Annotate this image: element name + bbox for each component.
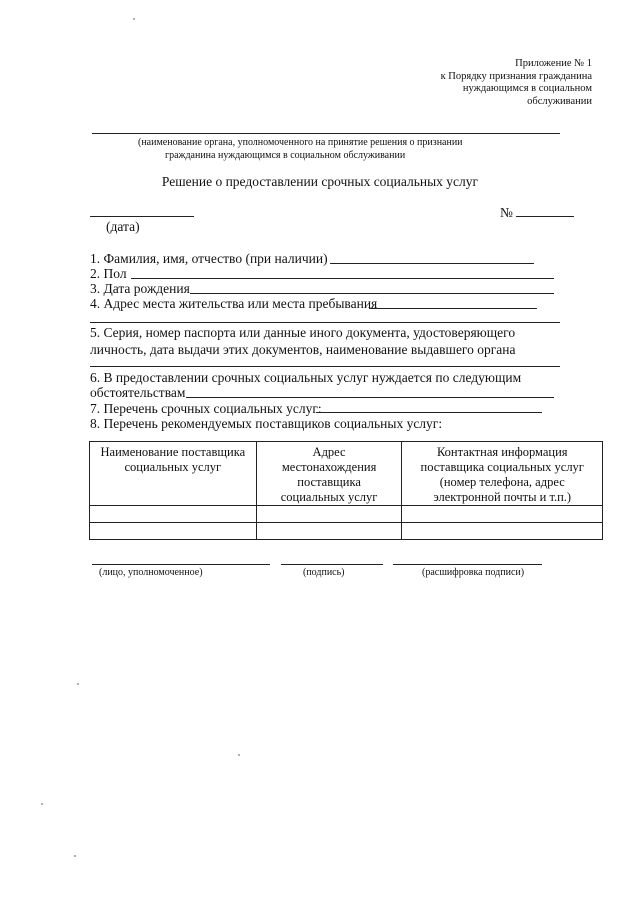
table-header-row	[90, 442, 603, 506]
signature-decryption-field[interactable]	[393, 564, 542, 565]
signature-caption: (подпись)	[303, 567, 345, 578]
organ-name-field[interactable]	[92, 133, 560, 134]
item-6-field[interactable]	[186, 397, 554, 398]
organ-caption-line-2: гражданина нуждающимся в социальном обслуживании	[165, 150, 406, 161]
appendix-line-4: обслуживании	[527, 95, 592, 107]
header-provider-contacts: Контактная информация поставщика социальных услуг (номер телефона, адрес электронной почты и т.п.)	[402, 442, 603, 506]
signature-person-field[interactable]	[92, 564, 270, 565]
header-provider-name: Наименование поставщика социальных услуг	[90, 442, 257, 506]
item-4-field-continued[interactable]	[90, 322, 560, 323]
item-6-label-line-2: обстоятельствам	[90, 385, 186, 400]
appendix-line-1: Приложение № 1	[515, 58, 592, 69]
item-2-label: 2. Пол	[90, 266, 127, 281]
scan-speck	[74, 855, 76, 857]
item-5-field[interactable]	[90, 366, 560, 367]
item-1-label: 1. Фамилия, имя, отчество (при наличии)	[90, 251, 328, 266]
item-8-label: 8. Перечень рекомендуемых поставщиков социальных услуг:	[90, 416, 443, 431]
appendix-line-2: к Порядку признания гражданина	[440, 70, 592, 82]
scan-speck	[133, 18, 135, 20]
item-5-label-line-2: личность, дата выдачи этих документов, наименование выдавшего органа	[90, 342, 516, 357]
table-cell[interactable]	[256, 523, 402, 540]
scan-speck	[238, 754, 240, 756]
scan-speck	[41, 803, 43, 805]
item-7-label: 7. Перечень срочных социальных услуг:	[90, 401, 322, 416]
number-field[interactable]	[516, 216, 574, 217]
table-cell[interactable]	[402, 506, 603, 523]
item-3-field[interactable]	[190, 293, 554, 294]
scan-speck	[77, 683, 79, 685]
table-cell[interactable]	[90, 523, 257, 540]
date-caption: (дата)	[106, 219, 140, 234]
item-2-field[interactable]	[131, 278, 554, 279]
signature-person-caption: (лицо, уполномоченное)	[99, 567, 203, 578]
item-4-label: 4. Адрес места жительства или места пребывания	[90, 296, 378, 311]
providers-table	[89, 441, 603, 540]
document-title: Решение о предоставлении срочных социальных услуг	[161, 174, 479, 189]
signature-decryption-caption: (расшифровка подписи)	[422, 567, 525, 578]
item-5-label-line-1: 5. Серия, номер паспорта или данные иного документа, удостоверяющего	[90, 325, 516, 340]
appendix-line-3: нуждающимся в социальном	[462, 83, 592, 94]
signature-field[interactable]	[281, 564, 383, 565]
header-provider-address: Адрес местонахождения поставщика социальных услуг	[256, 442, 402, 506]
table-cell[interactable]	[402, 523, 603, 540]
number-label: №	[500, 205, 513, 220]
appendix-header	[332, 58, 592, 108]
item-3-label: 3. Дата рождения	[90, 281, 190, 296]
date-field[interactable]	[90, 216, 194, 217]
item-7-field[interactable]	[316, 412, 542, 413]
item-6-label-line-1: 6. В предоставлении срочных социальных услуг нуждается по следующим	[90, 370, 522, 385]
table-row	[90, 523, 603, 540]
table-row	[90, 506, 603, 523]
item-4-field[interactable]	[369, 308, 537, 309]
table-cell[interactable]	[90, 506, 257, 523]
item-1-field[interactable]	[330, 263, 534, 264]
table-cell[interactable]	[256, 506, 402, 523]
organ-caption-line-1: (наименование органа, уполномоченного на принятие решения о признании	[138, 137, 463, 148]
